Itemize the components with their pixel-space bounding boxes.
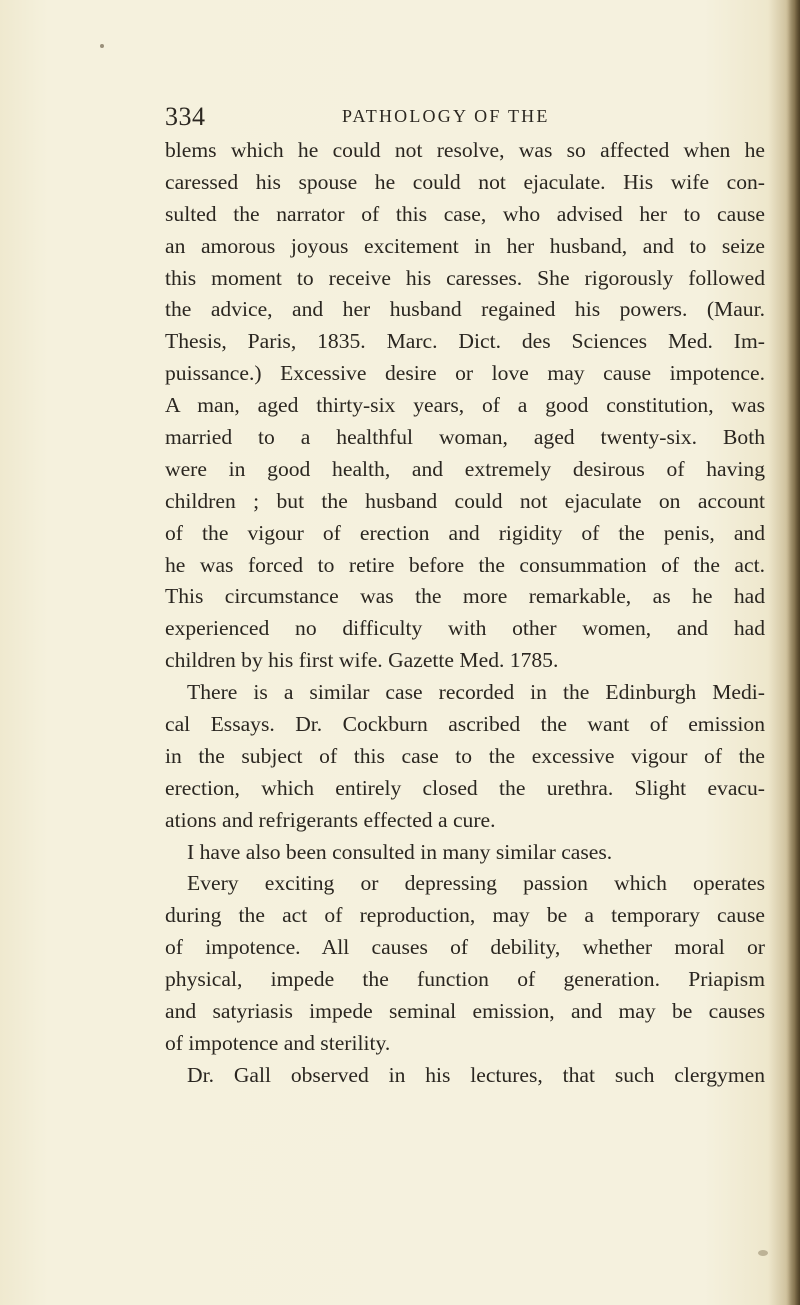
text-line: sulted the narrator of this case, who advised her to cause	[165, 201, 765, 226]
text-line: physical, impede the function of generation. Priapism	[165, 967, 765, 992]
text-line: he was forced to retire before the consummation of the act.	[165, 552, 765, 577]
paper-speck	[100, 44, 104, 48]
page-number: 334	[165, 102, 206, 131]
text-line: ations and refrigerants effected a cure.	[165, 807, 496, 832]
running-head: PATHOLOGY OF THE	[342, 106, 550, 126]
text-line: of the vigour of erection and rigidity of the penis, and	[165, 520, 765, 545]
text-line: Thesis, Paris, 1835. Marc. Dict. des Sciences Med. Im-	[165, 329, 765, 354]
text-line: the advice, and her husband regained his powers. (Maur.	[165, 297, 765, 322]
text-line: blems which he could not resolve, was so affected when he	[165, 138, 765, 162]
text-line: I have also been consulted in many similar cases.	[187, 839, 613, 864]
text-line: puissance.) Excessive desire or love may cause impotence.	[165, 361, 765, 386]
text-line: erection, which entirely closed the urethra. Slight evacu-	[165, 775, 765, 800]
text-line: children by his first wife. Gazette Med. 1785.	[165, 648, 559, 673]
text-line: A man, aged thirty-six years, of a good constitution, was	[165, 393, 765, 418]
text-line: of impotence and sterility.	[165, 1030, 391, 1055]
text-line: this moment to receive his caresses. She rigorously followed	[165, 265, 765, 290]
text-line: This circumstance was the more remarkable, as he had	[165, 584, 765, 609]
text-line: There is a similar case recorded in the Edinburgh Medi-	[187, 680, 765, 705]
text-line: were in good health, and extremely desirous of having	[165, 456, 765, 481]
page-edge-shadow	[786, 0, 800, 1305]
text-line: and satyriasis impede seminal emission, and may be causes	[165, 999, 765, 1024]
text-line: during the act of reproduction, may be a temporary cause	[165, 903, 765, 928]
text-line: in the subject of this case to the excessive vigour of the	[165, 743, 765, 768]
page-header	[165, 100, 785, 136]
text-line: an amorous joyous excitement in her husband, and to seize	[165, 233, 765, 258]
text-line: caressed his spouse he could not ejaculate. His wife con-	[165, 169, 765, 194]
text-line: Every exciting or depressing passion which operates	[187, 871, 765, 896]
text-line: children ; but the husband could not ejaculate on account	[165, 488, 765, 513]
text-line: of impotence. All causes of debility, whether moral or	[165, 935, 765, 960]
text-line: Dr. Gall observed in his lectures, that such clergymen	[187, 1062, 765, 1087]
text-line: married to a healthful woman, aged twenty-six. Both	[165, 425, 765, 450]
paper-stain	[758, 1250, 768, 1256]
text-line: cal Essays. Dr. Cockburn ascribed the want of emission	[165, 712, 765, 737]
body-text	[165, 135, 765, 1092]
text-line: experienced no difficulty with other women, and had	[165, 616, 765, 641]
